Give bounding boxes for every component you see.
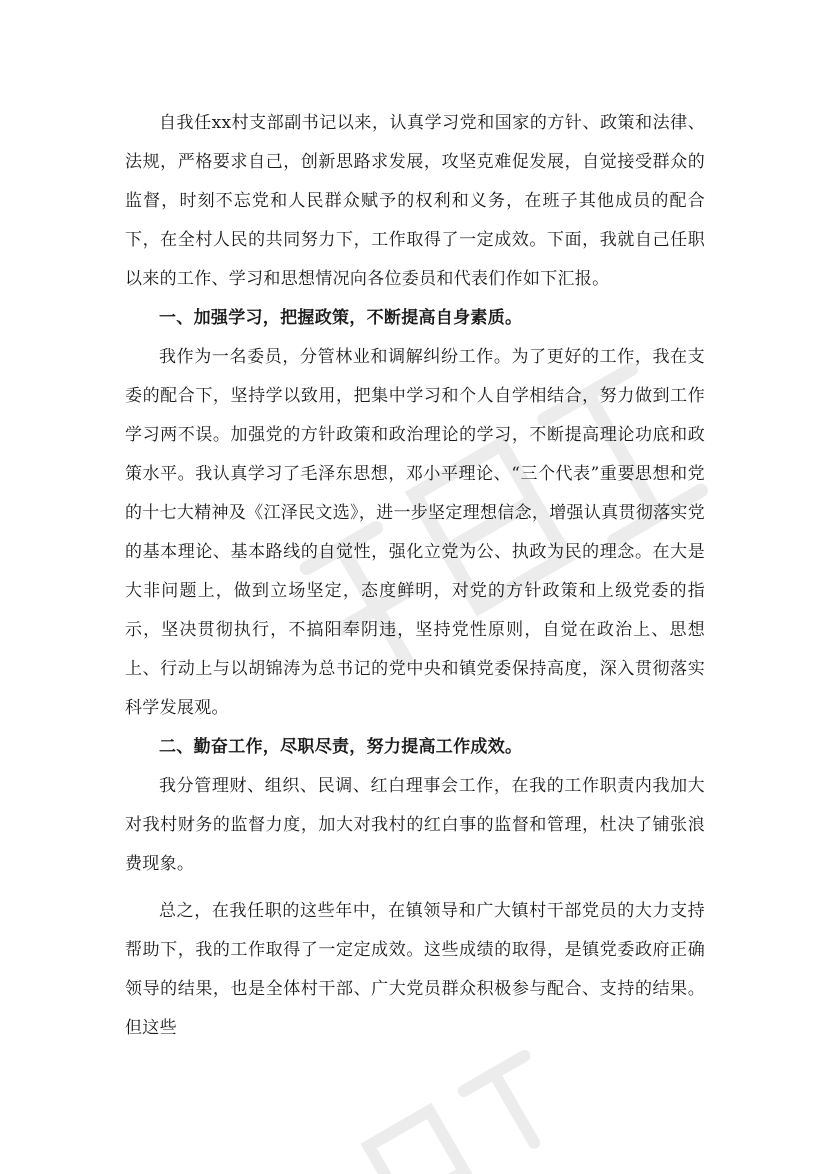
paragraph-intro: 自我任xx村支部副书记以来，认真学习党和国家的方针、政策和法律、法规，严格要求自己，创新思路求发展，攻坚克难促发展，自觉接受群众的监督，时刻不忘党和人民群众赋予的权利和义务，在班子其他成员的配合下，在全村人民的共同努力下，工作取得了一定成效。下面，我就自己任职以来的工作、学习和思想情况向各位委员和代表们作如下汇报。 [125,113,705,289]
document-body [125,104,705,1048]
section-heading-1: 一、加强学习，把握政策，不断提高自身素质。 [159,308,523,328]
paragraph-study: 我作为一名委员，分管林业和调解纠纷工作。为了更好的工作，我在支委的配合下，坚持学以致用，把集中学习和个人自学相结合，努力做到工作学习两不误。加强党的方针政策和政治理论的学习，不断提高理论功底和政策水平。我认真学习了毛泽东思想，邓小平理论、“三个代表”重要思想和党的十七大精神及《江泽民文选》，进一步坚定理想信念，增强认真贯彻落实党的基本理论、基本路线的自觉性，强化立党为公、执政为民的理念。在大是大非问题上，做到立场坚定，态度鲜明，对党的方针政策和上级党委的指示，坚决贯彻执行，不搞阳奉阴违，坚持党性原则，自觉在政治上、思想上、行动上与以胡锦涛为总书记的党中央和镇党委保持高度，深入贯彻落实科学发展观。 [125,347,705,718]
paragraph-summary: 总之，在我任职的这些年中，在镇领导和广大镇村干部党员的大力支持帮助下，我的工作取得了一定定成效。这些成绩的取得，是镇党委政府正确领导的结果，也是全体村干部、广大党员群众积极参与配合、支持的结果。但这些 [125,901,705,1038]
paragraph-work: 我分管理财、组织、民调、红白理事会工作，在我的工作职责内我加大对我村财务的监督力度，加大对我村的红白事的监督和管理，杜决了铺张浪费现象。 [125,776,705,874]
section-heading-2: 二、勤奋工作，尽职尽责，努力提高工作成效。 [159,737,523,757]
watermark-graphic-bottom [330,1040,570,1174]
